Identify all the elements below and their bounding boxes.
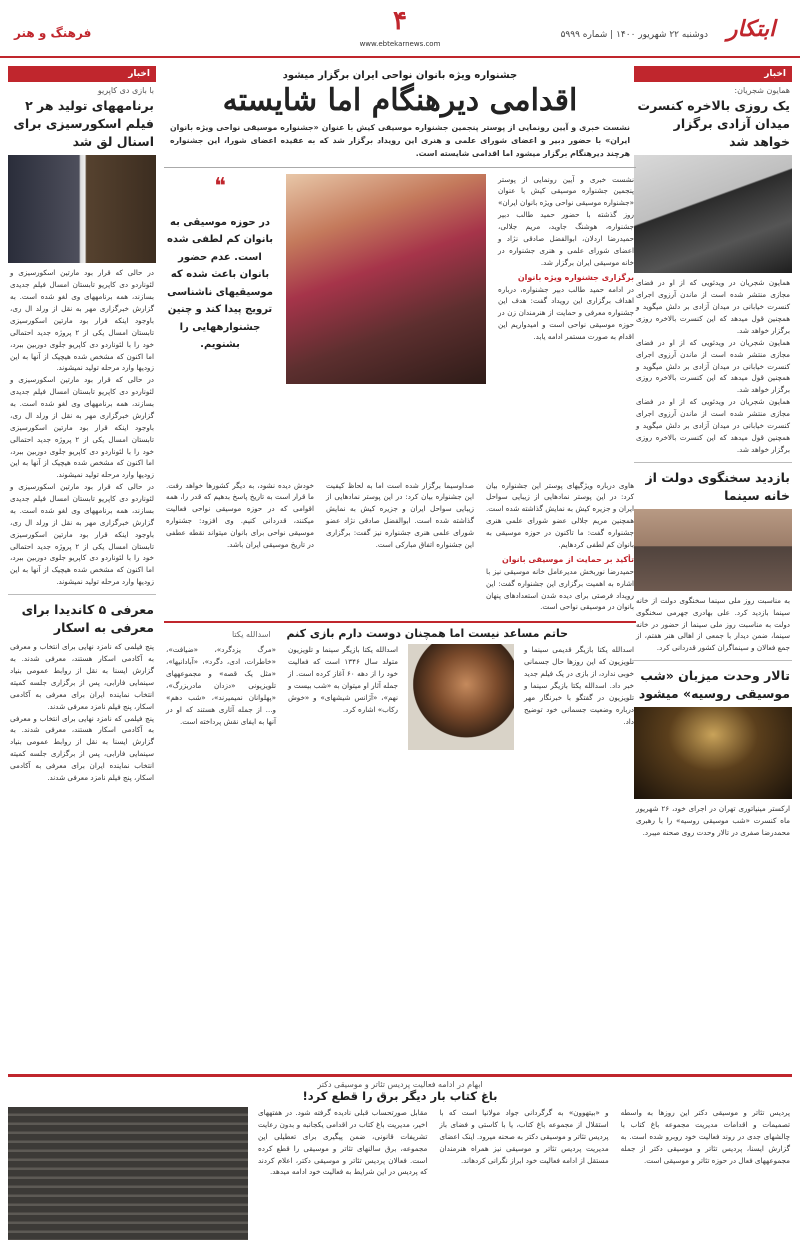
bottom-columns <box>8 1107 792 1240</box>
issue-date: دوشنبه ۲۲ شهریور ۱۴۰۰ | شماره ۵۹۹۹ <box>560 30 708 40</box>
article-text: خودش دیده نشود، به دیگر کشورها خواهد رفت. ما قرار است به تاریخ پاسخ بدهیم که قدر را، همه اقوامی که در حوزه موسیقی نواحی فعالیت میکنند، قدردانی کنیم. وی افزود: جشنواره موسیقی نواحی برای بانوان میتواند نقطه عطفی در تاریخ موسیقی ایران باشد. <box>166 480 314 549</box>
secondary-title: حاتم مساعد نیست اما همچنان دوست دارم بازی کنم <box>286 627 569 641</box>
story-body: ارکستر مینیاتوری تهران در اجرای خود، ۲۶ شهریور ماه کنسرت «شب موسیقی روسیه» را با رهبری محمدرضا صفری در تالار وحدت روی صحنه میبرد. <box>636 804 790 838</box>
story-title: برنامههای تولید هر ۲ فیلم اسکورسیزی برای اسنال لق شد <box>13 98 154 150</box>
divider <box>634 462 792 463</box>
orchestra-photo <box>634 707 792 799</box>
film-photo <box>8 155 156 263</box>
secondary-story <box>164 621 636 750</box>
story-kicker: با بازی دی کاپریو <box>97 86 154 95</box>
story-body: در حالی که قرار بود مارتین اسکورسیزی و لئوناردو دی کاپریو تابستان امسال فیلم جدیدی بسازند، همه برنامههای وی لغو شده است. به گزارش خبرگزاری مهر به نقل از ورلد ال ری، باوجود اینکه قرار بود مارتین اسکورسیزی تابستان امسال یکی از ۲ پروژه جدید احتمالی خود را با لئوناردو دی کاپریو جلوی دوربین ببرد، اما اکنون که مشخص شده هیچیک از آنها به این زودیها وارد مرحله تولید نمیشوند. <box>10 268 154 373</box>
article-text: پردیس تئاتر و موسیقی دکتر این روزها به واسطه تصمیمات و اقدامات مدیریت مجموعه باغ کتاب با چالشهای جدی در روند فعالیت خود روبرو شده است. به گزارش ایسنا، پردیس تئاتر و موسیقی دکتر از جمله مجموعههای فعال در حوزه تئاتر و موسیقی است. <box>620 1108 790 1165</box>
story-body-filler: همایون شجریان در ویدئویی که از او در فضای مجازی منتشر شده است از ماندن آرزوی اجرای کنسرت خیابانی در میدان آزادی بر دلش میگوید و همچنین قول میدهد که این کنسرت بالاخره روزی برگزار خواهد شد. <box>636 397 790 454</box>
story-body-filler: پنج فیلمی که نامزد نهایی برای انتخاب و معرفی به آکادمی اسکار هستند، معرفی شدند. به گزارش ایسنا به نقل از روابط عمومی بنیاد سینمایی فارابی، پس از برگزاری جلسه کمیته انتخاب نماینده ایران برای معرفی به آکادمی اسکار، پنج فیلم نامزد معرفی شدند. <box>10 713 154 782</box>
article-text: اسدالله یکتا بازیگر سینما و تلویزیون متولد سال ۱۳۴۶ است که فعالیت خود را از دهه ۶۰ آغاز کرده است. از جمله آثار او میتوان به «شب بیست و نهم»، «آژانس شیشهای» و «خوش رکاب» اشاره کرد. <box>288 645 399 714</box>
article-column <box>164 480 316 614</box>
secondary-columns <box>164 644 636 750</box>
story-body: به مناسبت روز ملی سینما سخنگوی دولت از خانه سینما بازدید کرد. علی بهادری جهرمی سخنگوی دولت به مناسبت روز ملی سینما از حضور در خانه سینما، ضمن دیدار با جمعی از اهالی هنر هفتم، از جمع فعالان و سینماگران کشور قدردانی کرد. <box>636 595 790 653</box>
bottom-headline: باغ کتاب بار دیگر برق را قطع کرد! <box>302 1089 498 1103</box>
article-text: نشست خبری و آیین رونمایی از پوستر پنجمین جشنواره موسیقی کیش با عنوان «جشنواره موسیقی نواحی ویژه بانوان ایران» روز گذشته با حضور حمید طالب دبیر جشنواره، هوشنگ جاوید، مریم جلالی، حمیدرضا اردلان، ابوالفضل صادقی نژاد و اعضای شورای علمی و هنری جشنواره در خانه موسیقی ایران برگزار شد. <box>498 174 634 267</box>
article-text: هاوی درباره ویژگیهای پوستر این جشنواره بیان کرد: در این پوستر نمادهایی از زیبایی سواحل ایران و جزیره کیش به نمایش گذاشته شده است. همچنین مریم جلالی عضو شورای علمی هنری جشنواره گفت: ما تاکنون در حوزه موسیقی به بانوان کم لطفی کردهایم. <box>486 480 634 549</box>
story-title: بازدید سخنگوی دولت از خانه سینما <box>645 469 790 503</box>
story-body-filler: همایون شجریان در ویدئویی که از او در فضای مجازی منتشر شده است از ماندن آرزوی اجرای کنسرت خیابانی در میدان آزادی بر دلش میگوید و همچنین قول میدهد که این کنسرت بالاخره روزی برگزار خواهد شد. <box>636 337 790 395</box>
story-title: تالار وحدت میزبان «شب موسیقی روسیه» میشود <box>638 668 790 702</box>
main-photo-area <box>164 174 636 474</box>
article-subhead: تأکید بر حمایت از موسیقی بانوان <box>502 554 634 564</box>
page-number: ۴ <box>393 6 407 36</box>
article-text: حمیدرضا نوربخش مدیرعامل خانه موسیقی نیز با اشاره به اهمیت برگزاری این جشنواره گفت: این رویداد فرصتی برای دیده شدن استعدادهای پنهان بانوان در موسیقی نواحی است. <box>486 566 634 612</box>
pull-quote-text: در حوزه موسیقی به بانوان کم لطفی شده است. عدم حضور بانوان باعث شده که موسیقیهای ناشناسی ترویج پیدا کند و چنین جشنوارههایی را بشنویم. <box>167 216 273 351</box>
article-text: مقابل صورتحساب قبلی نادیده گرفته شود. در هفتههای اخیر، مدیریت باغ کتاب در اقدامی یکجانبه و بدون رعایت تشریفات قانونی، ضمن پیگیری برای تعطیلی این مجموعه، برق سالنهای تئاتر و موسیقی را قطع کرده است. فعالان پردیس تئاتر و موسیقی دکتر، اعلام کردند که پردیس در این شرایط به فعالیت خود ادامه میدهد. <box>258 1108 428 1177</box>
musician-photo <box>286 174 486 384</box>
pull-quote <box>164 174 276 452</box>
article-text: «مرگ یزدگرد»، «ضیافت»، «خاطرات، ادی، دگرد»، «آبادانیها»، «مثل یک قصه» و مجموعههای تلویزیونی «دزدان مادربزرگ»، «پهلوانان نمیمیرند»، «شب دهم» و... از جمله آثاری هستند که او در آنها به ایفای نقش پرداخته است. <box>166 645 276 726</box>
article-column <box>484 480 636 614</box>
story-title: یک روزی بالاخره کنسرت میدان آزادی برگزار خواهد شد <box>637 98 790 150</box>
story-body: همایون شجریان در ویدئویی که از او در فضای مجازی منتشر شده است از ماندن آرزوی اجرای کنسرت خیابانی در میدان آزادی بر دلش میگوید و همچنین قول میدهد که این کنسرت بالاخره روزی برگزار خواهد شد. <box>636 278 790 335</box>
main-story <box>164 66 636 1066</box>
divider <box>8 594 156 595</box>
section-name: فرهنگ و هنر <box>14 26 92 40</box>
bottom-kicker: ابهام در ادامه فعالیت پردیس تئاتر و موسیقی دکتر <box>317 1080 483 1089</box>
news-tag: اخبار <box>634 66 792 82</box>
divider <box>634 660 792 661</box>
left-news-column <box>8 66 156 1066</box>
actor-photo <box>408 644 514 750</box>
story-body-filler: در حالی که قرار بود مارتین اسکورسیزی و لئوناردو دی کاپریو تابستان امسال فیلم جدیدی بسازند، همه برنامههای وی لغو شده است. به گزارش خبرگزاری مهر به نقل از ورلد ال ری، باوجود اینکه قرار بود مارتین اسکورسیزی تابستان امسال یکی از ۲ پروژه جدید احتمالی خود را با لئوناردو دی کاپریو جلوی دوربین ببرد، اما اکنون که مشخص شده هیچیک از آنها به این زودیها وارد مرحله تولید نمیشوند. <box>10 482 154 587</box>
article-text: اسدالله یکتا بازیگر قدیمی سینما و تلویزیون که این روزها حال جسمانی خوبی ندارد، از بازی در یک فیلم جدید خبر داد. اسدالله یکتا بازیگر سینما و تلویزیون در گفتگو با خبرنگار مهر درباره وضعیت جسمانی خود توضیح داد. <box>524 645 634 726</box>
article-text: صداوسیما برگزار شده است اما به لحاظ کیفیت این جشنواره بیان کرد: در این پوستر نمادهایی از زیبایی سواحل ایران و جزیره کیش به نمایش گذاشته شده است. ابوالفضل صادقی نژاد عضو شورای علمی هنری جشنواره نیز گفت: برگزاری این جشنواره اتفاق مبارکی است. <box>326 480 474 549</box>
story-body-filler: در حالی که قرار بود مارتین اسکورسیزی و لئوناردو دی کاپریو تابستان امسال فیلم جدیدی بسازند، همه برنامههای وی لغو شده است. به گزارش خبرگزاری مهر به نقل از ورلد ال ری، باوجود اینکه قرار بود مارتین اسکورسیزی تابستان امسال یکی از ۲ پروژه جدید احتمالی خود را با لئوناردو دی کاپریو جلوی دوربین ببرد، اما اکنون که مشخص شده هیچیک از آنها به این زودیها وارد مرحله تولید نمیشوند. <box>10 375 154 480</box>
meeting-photo <box>634 509 792 591</box>
page-header <box>0 0 800 58</box>
site-url[interactable]: www.ebtekarnews.com <box>359 40 441 48</box>
article-column <box>324 480 476 614</box>
article-text: در ادامه حمید طالب دبیر جشنواره، درباره اهداف برگزاری این رویداد گفت: هدف این جشنواره معرفی و حمایت از هنرمندان زن در حوزه موسیقی نواحی است و امیدواریم این اقدام به صورت مستمر ادامه یابد. <box>498 284 634 342</box>
news-tag: اخبار <box>8 66 156 82</box>
main-kicker: جشنواره ویژه بانوان نواحی ایران برگزار میشود <box>282 70 518 81</box>
right-news-column <box>634 66 792 1066</box>
story-title: معرفی ۵ کاندیدا برای معرفی به اسکار <box>21 602 154 636</box>
bottom-story <box>8 1074 792 1234</box>
quote-icon: ❝ <box>214 173 226 199</box>
newspaper-logo: ابتکار <box>726 16 776 42</box>
article-subhead: برگزاری جشنواره ویژه بانوان <box>517 272 634 282</box>
main-lead: نشست خبری و آیین رونمایی از پوستر پنجمین جشنواره موسیقی کیش با عنوان «جشنواره موسیقی نواحی ویژه بانوان ایران» با حضور دبیر و اعضای شورای علمی و هنری این رویداد برگزار شد که به عقیده اعضای شورا، این جشنواره هرچند دیرهنگام برگزار میشود اما اقدامی شایسته است. <box>164 122 636 168</box>
secondary-headline <box>164 627 636 640</box>
main-headline: اقدامی دیرهنگام اما شایسته <box>222 83 578 118</box>
main-column-1 <box>496 174 636 343</box>
portrait-photo <box>634 155 792 273</box>
article-text: و «بیتهوون» به گرگردانی جواد مولانیا است که با استقلال از مجموعه باغ کتاب، یا با کاستی و فضای باز پردیس تئاتر و موسیقی دکتر به صحنه میرود. اینک اعضای مدیریت پردیس تئاتر و موسیقی نیز همراه هنرمندان مستقل از ادامه فعالیت خود ابراز نگرانی کردهاند. <box>439 1108 609 1165</box>
story-kicker: همایون شجریان: <box>734 86 790 95</box>
story-body: پنج فیلمی که نامزد نهایی برای انتخاب و معرفی به آکادمی اسکار هستند، معرفی شدند. به گزارش ایسنا به نقل از روابط عمومی بنیاد سینمایی فارابی، پس از برگزاری جلسه کمیته انتخاب نماینده ایران برای معرفی به آکادمی اسکار، پنج فیلم نامزد معرفی شدند. <box>10 642 154 711</box>
byline: اسدالله یکتا <box>231 630 271 640</box>
article-columns <box>164 480 636 614</box>
theater-hall-photo <box>8 1107 248 1240</box>
